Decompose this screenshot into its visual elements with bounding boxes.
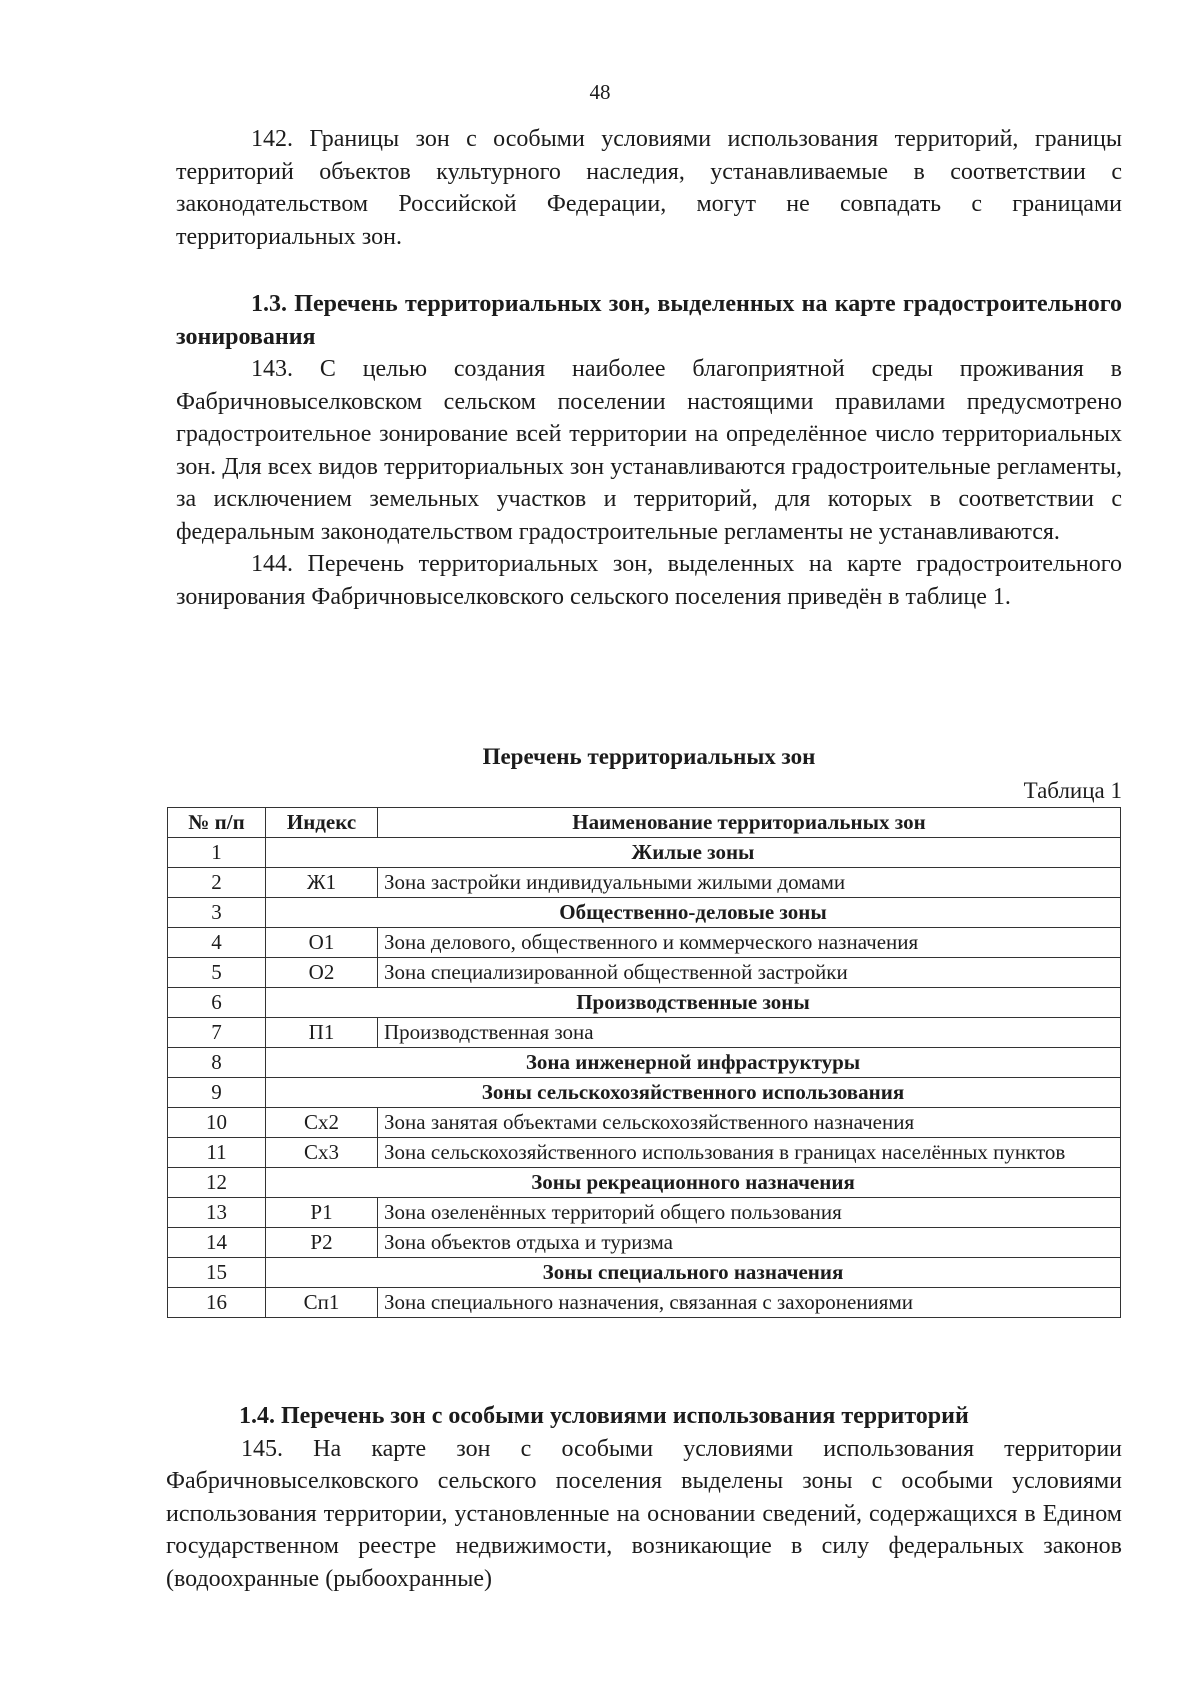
paragraph-142: 142. Границы зон с особыми условиями использования территорий, границы территорий объектов культурного наследия, устанавливаемые в соответствии с законодательством Российской Федерации, могут не совпадать с границами территориальных зон. bbox=[176, 126, 1122, 250]
group-name: Зоны рекреационного назначения bbox=[266, 1168, 1121, 1198]
table-row bbox=[168, 958, 1121, 988]
header-index: Индекс bbox=[266, 808, 378, 838]
zone-name: Зона объектов отдыха и туризма bbox=[378, 1228, 1121, 1258]
zone-index: О2 bbox=[266, 958, 378, 988]
table-row bbox=[168, 1078, 1121, 1108]
table-row bbox=[168, 1198, 1121, 1228]
zone-name: Зона застройки индивидуальными жилыми домами bbox=[378, 868, 1121, 898]
zone-index: Сх3 bbox=[266, 1138, 378, 1168]
paragraph-145: 145. На карте зон с особыми условиями использования территории Фабричновыселковского сельского поселения выделены зоны с особыми условиями использования территории, установленные на основании сведений, содержащихся в Едином государственном реестре недвижимости, возникающие в силу федеральных законов (водоохранные (рыбоохранные) bbox=[166, 1435, 1122, 1592]
section-1-3 bbox=[176, 288, 1122, 613]
row-number: 11 bbox=[168, 1138, 266, 1168]
row-number: 12 bbox=[168, 1168, 266, 1198]
zone-index: П1 bbox=[266, 1018, 378, 1048]
row-number: 10 bbox=[168, 1108, 266, 1138]
zones-table bbox=[167, 807, 1121, 1318]
page-number: 48 bbox=[589, 80, 611, 104]
table-row bbox=[168, 1048, 1121, 1078]
table-row bbox=[168, 1228, 1121, 1258]
section-1-4 bbox=[166, 1400, 1122, 1595]
row-number: 14 bbox=[168, 1228, 266, 1258]
row-number: 9 bbox=[168, 1078, 266, 1108]
group-name: Общественно-деловые зоны bbox=[266, 898, 1121, 928]
table-row bbox=[168, 1258, 1121, 1288]
zone-index: Сп1 bbox=[266, 1288, 378, 1318]
table-row bbox=[168, 838, 1121, 868]
paragraph-142-block bbox=[176, 123, 1122, 253]
row-number: 1 bbox=[168, 838, 266, 868]
zone-index: Ж1 bbox=[266, 868, 378, 898]
zone-name: Зона специального назначения, связанная с захоронениями bbox=[378, 1288, 1121, 1318]
row-number: 16 bbox=[168, 1288, 266, 1318]
row-number: 4 bbox=[168, 928, 266, 958]
row-number: 13 bbox=[168, 1198, 266, 1228]
group-name: Производственные зоны bbox=[266, 988, 1121, 1018]
group-name: Жилые зоны bbox=[266, 838, 1121, 868]
group-name: Зоны специального назначения bbox=[266, 1258, 1121, 1288]
row-number: 7 bbox=[168, 1018, 266, 1048]
row-number: 15 bbox=[168, 1258, 266, 1288]
section-1-4-heading: 1.4. Перечень зон с особыми условиями использования территорий bbox=[239, 1403, 969, 1429]
table-header-row bbox=[168, 808, 1121, 838]
paragraph-143: 143. С целью создания наиболее благоприятной среды проживания в Фабричновыселковском сельском поселении настоящими правилами предусмотрено градостроительное зонирование всей территории на определённое число территориальных зон. Для всех видов территориальных зон устанавливаются градостроительные регламенты, за исключением земельных участков и территорий, для которых в соответствии с федеральным законодательством градостроительные регламенты не устанавливаются. bbox=[176, 356, 1122, 545]
table-row bbox=[168, 1288, 1121, 1318]
row-number: 8 bbox=[168, 1048, 266, 1078]
table-row bbox=[168, 1018, 1121, 1048]
zone-name: Зона специализированной общественной застройки bbox=[378, 958, 1121, 988]
table-title: Перечень территориальных зон bbox=[482, 744, 816, 769]
header-zone-name: Наименование территориальных зон bbox=[378, 808, 1121, 838]
header-number: № п/п bbox=[168, 808, 266, 838]
zone-index: Сх2 bbox=[266, 1108, 378, 1138]
table-row bbox=[168, 1108, 1121, 1138]
zone-name: Производственная зона bbox=[378, 1018, 1121, 1048]
row-number: 5 bbox=[168, 958, 266, 988]
zone-name: Зона сельскохозяйственного использования в границах населённых пунктов bbox=[378, 1138, 1121, 1168]
zone-name: Зона делового, общественного и коммерческого назначения bbox=[378, 928, 1121, 958]
paragraph-144: 144. Перечень территориальных зон, выделенных на карте градостроительного зонирования Фабричновыселковского сельского поселения приведён в таблице 1. bbox=[176, 551, 1122, 610]
row-number: 3 bbox=[168, 898, 266, 928]
table-caption: Таблица 1 bbox=[1023, 778, 1122, 803]
row-number: 2 bbox=[168, 868, 266, 898]
table-row bbox=[168, 988, 1121, 1018]
zone-name: Зона занятая объектами сельскохозяйственного назначения bbox=[378, 1108, 1121, 1138]
zone-name: Зона озеленённых территорий общего пользования bbox=[378, 1198, 1121, 1228]
section-1-3-heading: 1.3. Перечень территориальных зон, выделенных на карте градостроительного зонирования bbox=[176, 291, 1122, 350]
table-row bbox=[168, 1138, 1121, 1168]
zone-index: Р1 bbox=[266, 1198, 378, 1228]
table-row bbox=[168, 1168, 1121, 1198]
row-number: 6 bbox=[168, 988, 266, 1018]
table-row bbox=[168, 898, 1121, 928]
group-name: Зона инженерной инфраструктуры bbox=[266, 1048, 1121, 1078]
zone-index: О1 bbox=[266, 928, 378, 958]
group-name: Зоны сельскохозяйственного использования bbox=[266, 1078, 1121, 1108]
table-row bbox=[168, 928, 1121, 958]
table-row bbox=[168, 868, 1121, 898]
zone-index: Р2 bbox=[266, 1228, 378, 1258]
